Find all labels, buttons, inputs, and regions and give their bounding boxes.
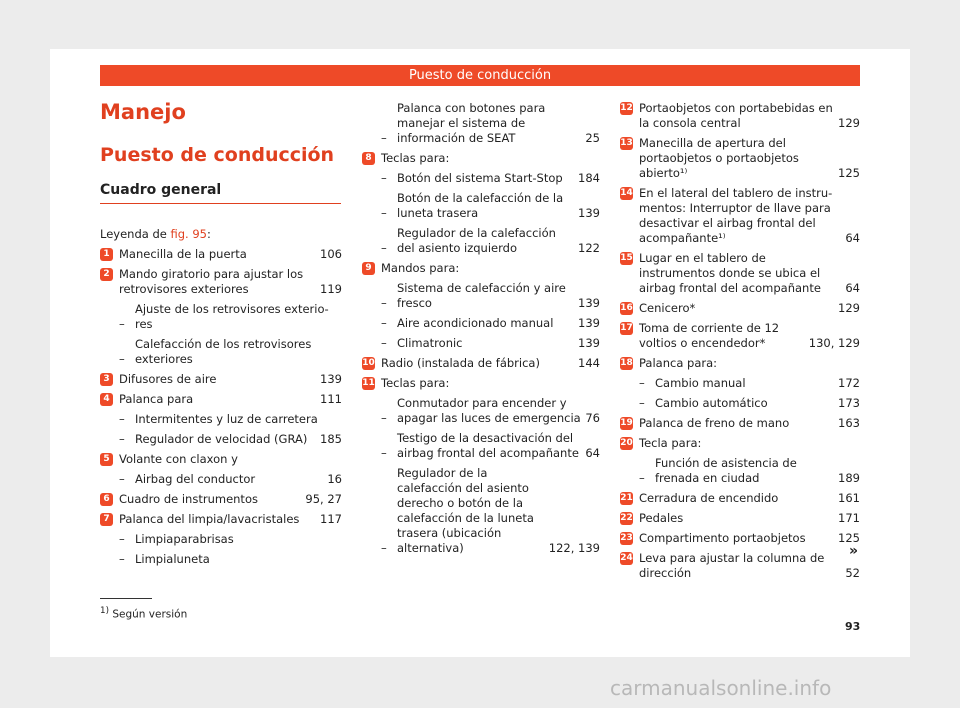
item-number-badge: 9 <box>362 262 375 275</box>
index-item <box>100 267 342 297</box>
item-number-badge: 5 <box>100 453 113 466</box>
item-number-badge: 24 <box>620 553 633 563</box>
item-page-ref[interactable]: 125 <box>838 531 860 545</box>
dash-bullet: – <box>119 552 125 566</box>
dash-bullet: – <box>381 336 387 350</box>
sub-item-label: Conmutador para encender y apagar las luces de emergencia <box>397 396 581 425</box>
item-page-ref[interactable]: 130, 129 <box>808 336 860 350</box>
sub-item-label: Limpialuneta <box>135 552 210 566</box>
dash-bullet: – <box>381 411 387 425</box>
sub-item <box>362 101 600 146</box>
index-item <box>620 436 860 451</box>
index-item <box>620 531 860 546</box>
item-label: Toma de corriente de 12 voltios o encendedor* <box>639 321 780 350</box>
subsection-rule <box>100 203 341 204</box>
item-page-ref[interactable]: 95, 27 <box>305 492 342 506</box>
sub-item-label: Regulador de la calefacción del asiento derecho o botón de la calefacción de la luneta trasera (ubicación alternativa) <box>397 466 534 555</box>
sub-item-label: Botón de la calefacción de la luneta trasera <box>397 191 564 220</box>
item-label: Cenicero* <box>639 301 696 315</box>
index-item <box>620 491 860 506</box>
index-item <box>362 151 600 166</box>
dash-bullet: – <box>639 471 645 485</box>
footnote: $^{1)}$ Según versión <box>100 606 188 621</box>
dash-bullet: – <box>119 472 125 486</box>
subsection-title: Cuadro general <box>100 182 222 198</box>
item-page-ref[interactable]: 144 <box>578 356 600 370</box>
item-label: Pedales <box>639 511 684 525</box>
sub-item-label: Calefacción de los retrovisores exteriores <box>135 337 312 366</box>
section-title: Puesto de conducción <box>100 144 335 166</box>
dash-bullet: – <box>119 352 125 366</box>
item-label: Mandos para: <box>381 261 460 275</box>
item-label: Palanca de freno de mano <box>639 416 790 430</box>
index-item <box>620 136 860 181</box>
sub-item-label: Función de asistencia de frenada en ciudad <box>655 456 797 485</box>
sub-item-page-ref[interactable]: 185 <box>320 432 342 446</box>
index-item <box>620 251 860 296</box>
sub-item <box>362 431 600 461</box>
sub-item-label: Regulador de velocidad (GRA) <box>135 432 308 446</box>
legend-ref: Leyenda de fig. 95: <box>100 227 211 241</box>
column-1 <box>100 247 342 572</box>
index-item <box>100 512 342 527</box>
sub-item <box>620 376 860 391</box>
item-label: Palanca para <box>119 392 194 406</box>
index-item <box>100 392 342 407</box>
index-item <box>100 492 342 507</box>
item-number-badge: 12 <box>620 103 633 113</box>
section-header: Puesto de conducción <box>100 65 860 86</box>
dash-bullet: – <box>381 241 387 255</box>
item-label: Lugar en el tablero de instrumentos donde se ubica el airbag frontal del acompañante <box>639 251 821 295</box>
item-number-badge: 4 <box>100 393 113 406</box>
dash-bullet: – <box>381 171 387 185</box>
sub-item-label: Regulador de la calefacción del asiento izquierdo <box>397 226 556 255</box>
sub-item-label: Sistema de calefacción y aire fresco <box>397 281 566 310</box>
sub-item <box>100 472 342 487</box>
sub-item-page-ref[interactable]: 76 <box>585 411 600 425</box>
item-number-badge: 8 <box>362 152 375 165</box>
sub-item <box>362 226 600 256</box>
sub-item-label: Cambio manual <box>655 376 746 390</box>
sub-item-page-ref[interactable]: 139 <box>578 316 600 330</box>
item-label: Manecilla de apertura del portaobjetos o portaobjetos abierto¹⁾ <box>639 136 799 180</box>
index-item <box>620 416 860 431</box>
column-2 <box>362 101 600 561</box>
sub-item-label: Cambio automático <box>655 396 768 410</box>
item-number-badge: 15 <box>620 253 633 263</box>
item-page-ref[interactable]: 119 <box>320 282 342 296</box>
item-number-badge: 3 <box>100 373 113 386</box>
dash-bullet: – <box>381 131 387 145</box>
item-number-badge: 23 <box>620 533 633 543</box>
index-item <box>100 247 342 262</box>
dash-bullet: – <box>381 206 387 220</box>
item-number-badge: 20 <box>620 438 633 448</box>
item-label: Mando giratorio para ajustar los retrovisores exteriores <box>119 267 304 296</box>
sub-item-page-ref[interactable]: 139 <box>578 206 600 220</box>
figure-link[interactable]: fig. 95 <box>170 227 207 241</box>
dash-bullet: – <box>639 396 645 410</box>
sub-item-page-ref[interactable]: 122, 139 <box>548 541 600 555</box>
sub-item-page-ref[interactable]: 64 <box>585 446 600 460</box>
item-number-badge: 2 <box>100 268 113 281</box>
item-page-ref[interactable]: 171 <box>838 511 860 525</box>
sub-item <box>362 466 600 556</box>
dash-bullet: – <box>639 376 645 390</box>
sub-item <box>620 396 860 411</box>
dash-bullet: – <box>119 432 125 446</box>
item-label: Manecilla de la puerta <box>119 247 247 261</box>
item-number-badge: 22 <box>620 513 633 523</box>
index-item <box>620 186 860 246</box>
sub-item-label: Ajuste de los retrovisores exteriores <box>135 302 329 331</box>
item-page-ref[interactable]: 111 <box>320 392 342 406</box>
index-item <box>362 356 600 371</box>
page-number: 93 <box>845 620 861 633</box>
index-item <box>620 321 860 351</box>
item-page-ref[interactable]: 106 <box>320 247 342 261</box>
sub-item-label: Airbag del conductor <box>135 472 256 486</box>
index-item <box>100 452 342 467</box>
item-label: Teclas para: <box>381 376 450 390</box>
item-label: Tecla para: <box>639 436 702 450</box>
sub-item <box>362 191 600 221</box>
item-number-badge: 6 <box>100 493 113 506</box>
item-number-badge: 14 <box>620 188 633 198</box>
item-number-badge: 13 <box>620 138 633 148</box>
column-3 <box>620 101 860 586</box>
watermark: carmanualsonline.info <box>610 676 832 700</box>
item-number-badge: 16 <box>620 303 633 313</box>
item-label: Compartimento portaobjetos <box>639 531 806 545</box>
sub-item-label: Climatronic <box>397 336 463 350</box>
item-page-ref[interactable]: 139 <box>320 372 342 386</box>
sub-item <box>362 316 600 331</box>
sub-item-page-ref[interactable]: 25 <box>585 131 600 145</box>
index-item <box>100 372 342 387</box>
sub-item <box>362 396 600 426</box>
item-label: Cerradura de encendido <box>639 491 779 505</box>
item-page-ref[interactable]: 64 <box>845 231 860 245</box>
index-item <box>620 301 860 316</box>
item-page-ref[interactable]: 129 <box>838 116 860 130</box>
continue-chevron-icon: » <box>849 543 859 559</box>
sub-item <box>100 552 342 567</box>
sub-item-page-ref[interactable]: 173 <box>838 396 860 410</box>
item-page-ref[interactable]: 161 <box>838 491 860 505</box>
item-number-badge: 10 <box>362 358 375 368</box>
item-page-ref[interactable]: 129 <box>838 301 860 315</box>
sub-item <box>100 432 342 447</box>
sub-item <box>620 456 860 486</box>
sub-item-label: Intermitentes y luz de carretera <box>135 412 318 426</box>
item-label: Teclas para: <box>381 151 450 165</box>
sub-item-label: Palanca con botones para manejar el sistema de información de SEAT <box>397 101 546 145</box>
item-number-badge: 1 <box>100 248 113 261</box>
item-label: Difusores de aire <box>119 372 217 386</box>
sub-item-page-ref[interactable]: 189 <box>838 471 860 485</box>
item-page-ref[interactable]: 125 <box>838 166 860 180</box>
item-page-ref[interactable]: 163 <box>838 416 860 430</box>
item-label: Palanca para: <box>639 356 718 370</box>
sub-item <box>362 336 600 351</box>
sub-item-page-ref[interactable]: 16 <box>327 472 342 486</box>
item-label: En el lateral del tablero de instrumentos: Interruptor de llave para desactivar el airbag frontal del acompañante¹⁾ <box>639 186 833 245</box>
item-label: Radio (instalada de fábrica) <box>381 356 540 370</box>
index-item <box>620 511 860 526</box>
index-item <box>362 376 600 391</box>
item-label: Cuadro de instrumentos <box>119 492 258 506</box>
item-label: Portaobjetos con portabebidas en la consola central <box>639 101 833 130</box>
sub-item-page-ref[interactable]: 139 <box>578 336 600 350</box>
sub-item-label: Botón del sistema Start-Stop <box>397 171 563 185</box>
dash-bullet: – <box>381 316 387 330</box>
sub-item-label: Testigo de la desactivación del airbag frontal del acompañante <box>397 431 579 460</box>
sub-item-label: Limpiaparabrisas <box>135 532 234 546</box>
index-item <box>620 101 860 131</box>
item-number-badge: 7 <box>100 513 113 526</box>
chapter-title: Manejo <box>100 100 186 124</box>
sub-item <box>100 412 342 427</box>
sub-item-page-ref[interactable]: 172 <box>838 376 860 390</box>
sub-item <box>362 171 600 186</box>
item-number-badge: 18 <box>620 358 633 368</box>
index-item <box>362 261 600 276</box>
item-page-ref[interactable]: 64 <box>845 281 860 295</box>
sub-item <box>100 302 342 332</box>
item-label: Palanca del limpia/lavacristales <box>119 512 300 526</box>
sub-item-page-ref[interactable]: 122 <box>578 241 600 255</box>
dash-bullet: – <box>119 412 125 426</box>
dash-bullet: – <box>381 296 387 310</box>
dash-bullet: – <box>381 541 387 555</box>
sub-item-page-ref[interactable]: 139 <box>578 296 600 310</box>
item-number-badge: 19 <box>620 418 633 428</box>
index-item <box>620 551 860 581</box>
sub-item-page-ref[interactable]: 184 <box>578 171 600 185</box>
dash-bullet: – <box>119 317 125 331</box>
item-number-badge: 21 <box>620 493 633 503</box>
item-page-ref[interactable]: 117 <box>320 512 342 526</box>
item-number-badge: 17 <box>620 323 633 333</box>
item-number-badge: 11 <box>362 378 375 388</box>
sub-item-label: Aire acondicionado manual <box>397 316 554 330</box>
sub-item <box>100 532 342 547</box>
index-item <box>620 356 860 371</box>
dash-bullet: – <box>381 446 387 460</box>
item-page-ref[interactable]: 52 <box>845 566 860 580</box>
sub-item <box>362 281 600 311</box>
footnote-rule <box>100 598 152 599</box>
dash-bullet: – <box>119 532 125 546</box>
item-label: Leva para ajustar la columna de dirección <box>639 551 825 580</box>
item-label: Volante con claxon y <box>119 452 238 466</box>
sub-item <box>100 337 342 367</box>
